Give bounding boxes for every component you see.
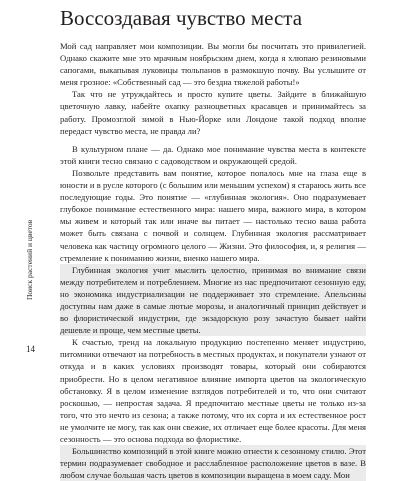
paragraph: В культурном плане — да. Однако мое понимание чувства места в контексте этой книги тесно связано с садоводством и окружающей средой. bbox=[60, 143, 366, 166]
paragraph: Мой сад направляет мои композиции. Вы могли бы посчитать это привилегией. Однако скажите мне это мрачным ноябрьским днем, когда я хлюпаю резиновыми сапогами, выкапывая луковицы тюльпанов в размокшую почву. Вы услышите от меня грозное: «Собственный сад — это бездна тяжелой работы!» bbox=[60, 41, 366, 88]
paragraph: Большинство композиций в этой книге можно отнести к сезонному стилю. Этот термин подразумевает свободное и расслабленное расположение цветов в вазе. В любом случае большая часть цветов в композиции выращена в моем саду. Мои bbox=[60, 446, 366, 481]
section-sidebar-label: Поиск растений и цветов bbox=[25, 219, 34, 300]
page-title: Воссоздавая чувство места bbox=[60, 6, 303, 30]
body-text bbox=[60, 40, 366, 481]
paragraph: Так что не утруждайтесь и просто купите цветы. Зайдите в ближайшую цветочную лавку, набейте охапку разноцветных красавцев и принимайтесь за работу. Промозглой зимой в Нью-Йорке или Лондоне такой подход вполне передаст чувство места, не правда ли? bbox=[60, 89, 366, 136]
paragraph: Глубинная экология учит мыслить целостно, принимая во внимание связи между потребителем и потреблением. Многие из нас предпочитают сезонную еду, но экономика индустриализации не поддерживает это стремление. Апельсины доступны нам даже в самые лютые морозы, и аналогичный принцип действует и во флористической индустрии, где экзадорскую розу зачастую бывает найти дешевле и проще, чем местные цветы. bbox=[60, 264, 366, 336]
paragraph: К счастью, тренд на локальную продукцию постепенно меняет индустрию, питомники отвечают на потребность в местных продуктах, и покупатели узнают от откуда и в каких условиях производят товары, который они собираются приобрести. Но в целом негативное влияние импорта цветов на экологическую обстановку. Я в целом изменение взглядов потребителей и то, что они считают роскошью, — непростая задача. Я предпочитаю местные цветы не только из-за того, что это нечто из сезона; а также потому, что их сорта и их естественное рост не умолчите не могу, так как они свежие, их отличает еще более красоты. Для меня сезонность — это основа подхода во флористике. bbox=[60, 337, 366, 444]
page-number: 14 bbox=[26, 344, 35, 354]
paragraph: Позвольте представить вам понятие, которое попалось мне на глаза еще в юности и в русле которого (с большим или меньшим успехом) я стараюсь жить все последующие годы. Это понятие — «глубинная экология». Оно подразумевает глубокое понимание естественного мира: нашего мира, важного мира, в котором мы живем и который так или иначе вы питает — настолько тесно ваша работа может быть связана с почвой и солнцем. Глубинная экология рассматривает человека как частицу огромного целого — Жизни. Это философия, и, я религия — стремление к пониманию жизни, вненко нашего мира. bbox=[60, 167, 366, 263]
